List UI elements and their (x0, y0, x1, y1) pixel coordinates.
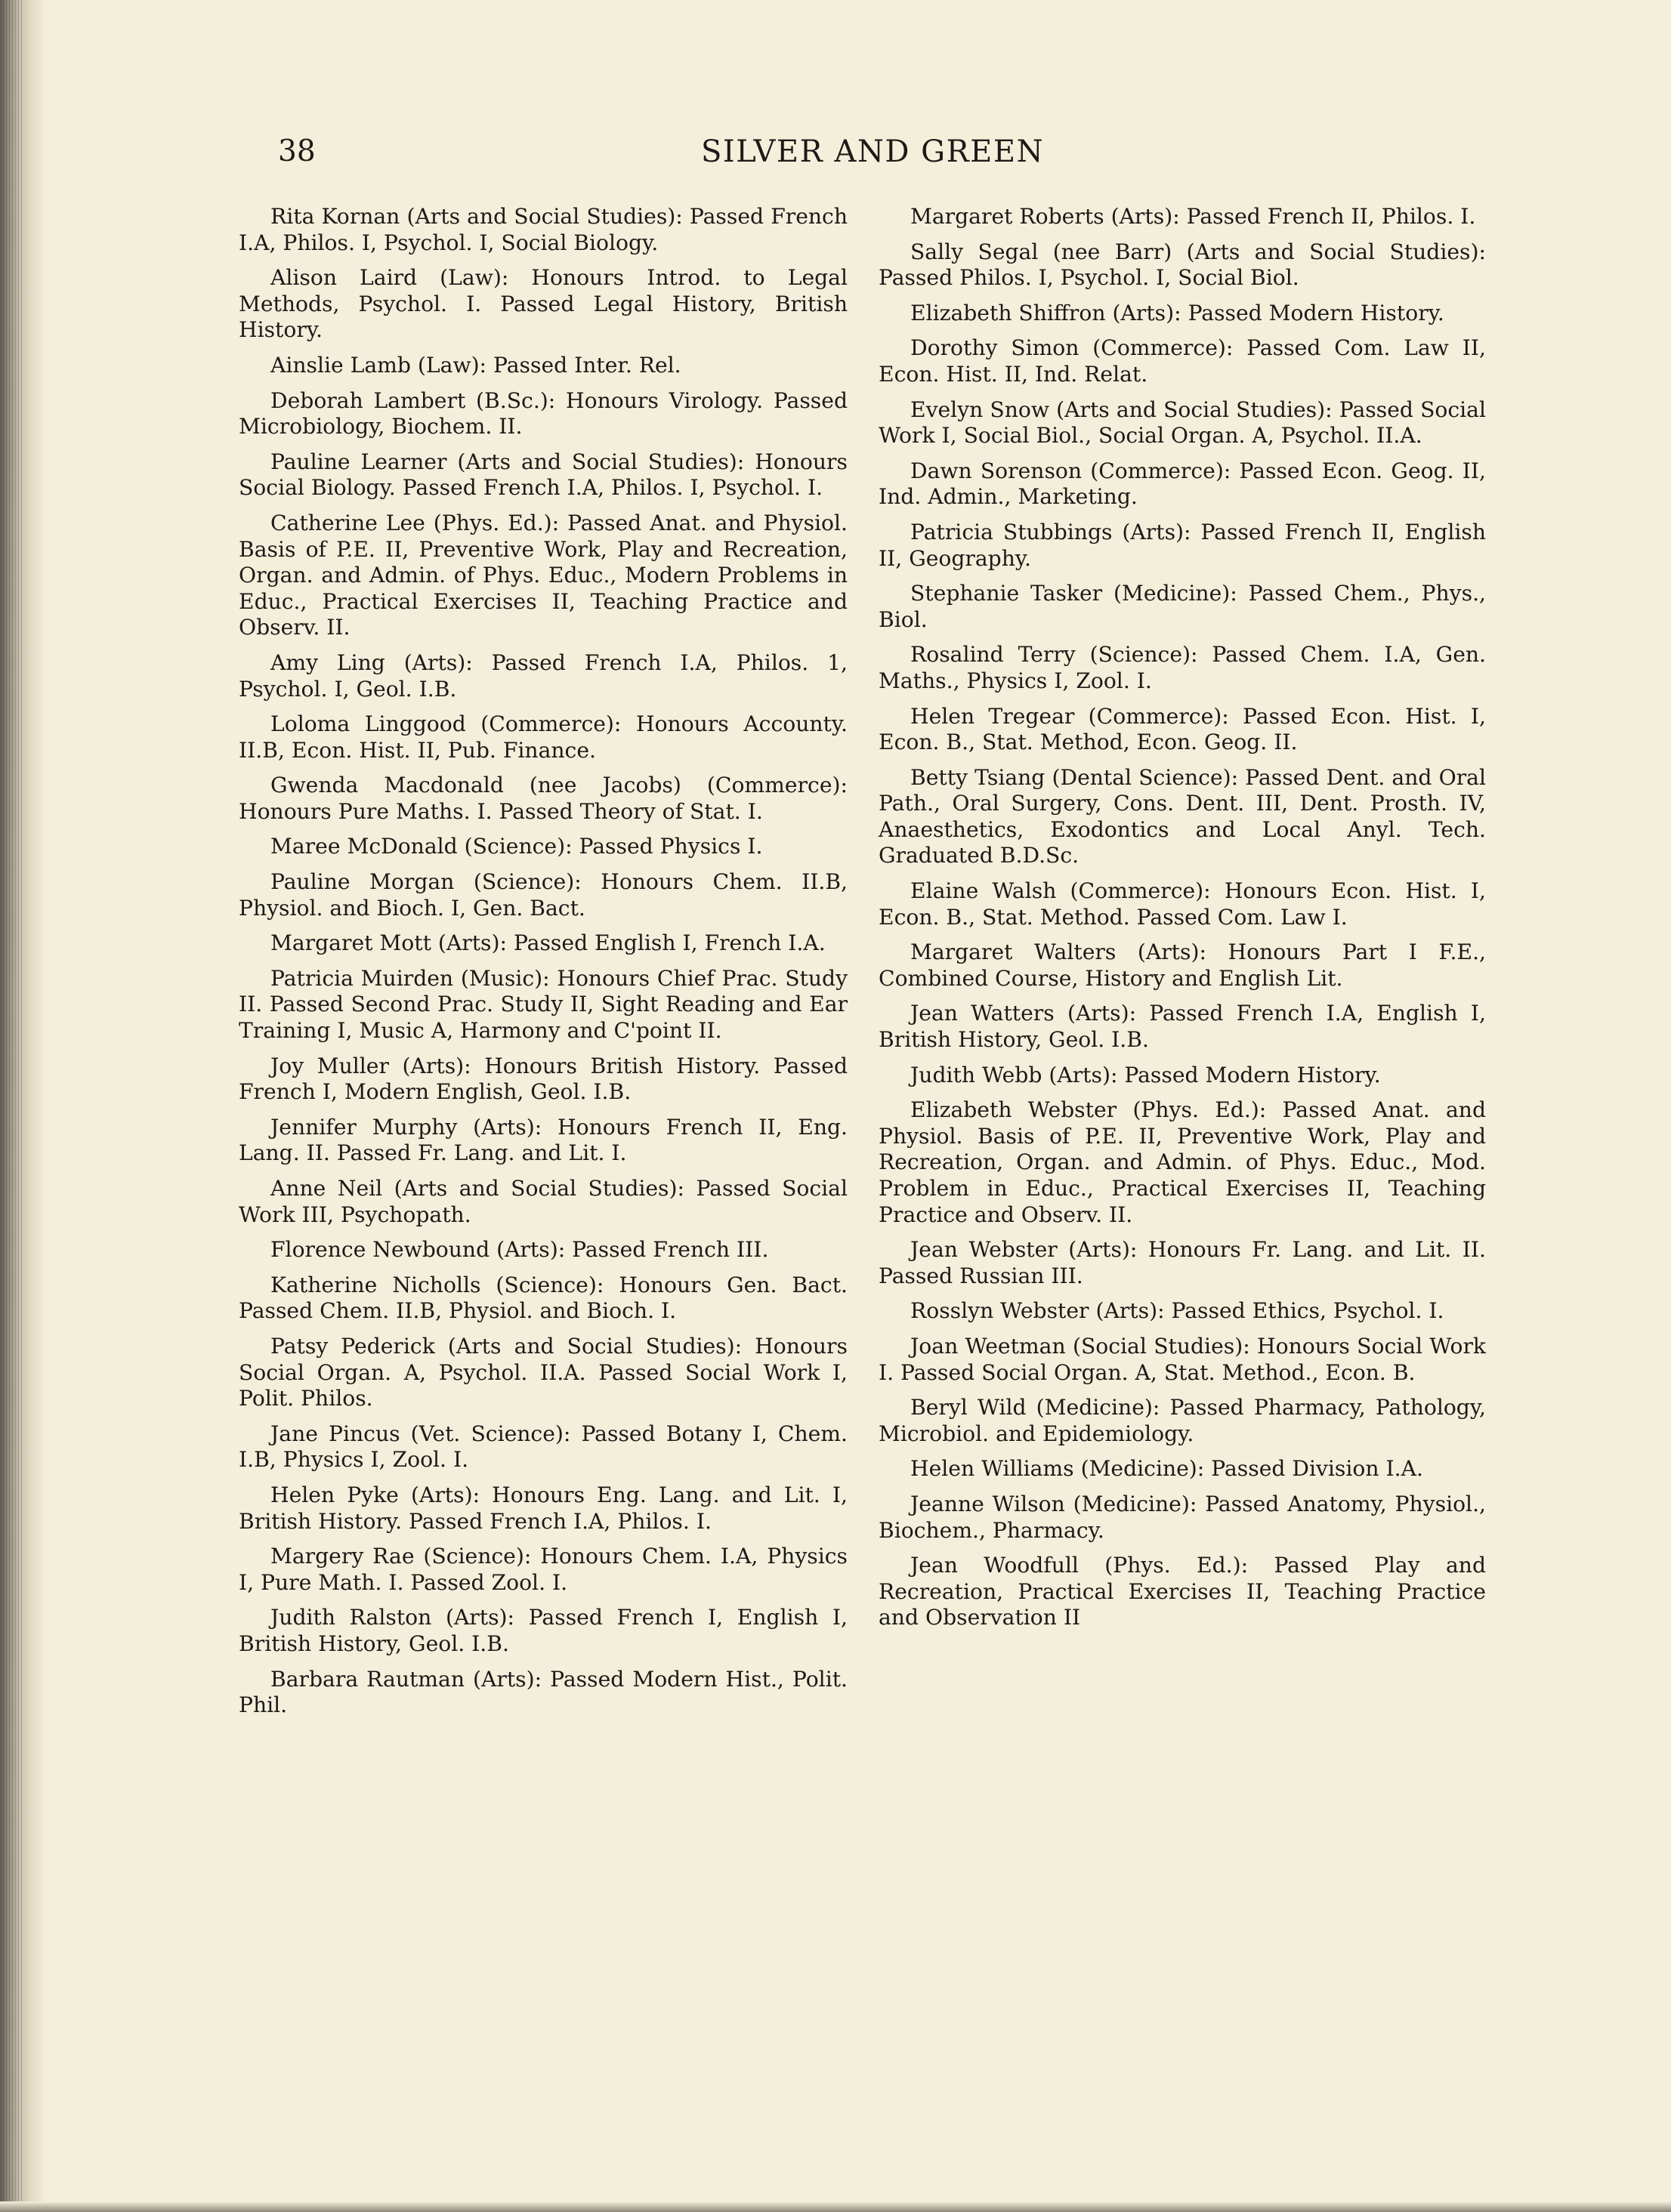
student-entry: Maree McDonald (Science): Passed Physics I. (270, 834, 763, 859)
student-entry: Sally Segal (nee Barr) (Arts and Social Studies): Passed Philos. I, Psychol. I, Social Biol. (879, 239, 1486, 291)
student-entry: Katherine Nicholls (Science): Honours Gen. Bact. Passed Chem. II.B, Physiol. and Bioch. I. (239, 1272, 848, 1324)
student-entry: Margery Rae (Science): Honours Chem. I.A, Physics I, Pure Math. I. Passed Zool. I. (239, 1544, 848, 1595)
student-entry: Elaine Walsh (Commerce): Honours Econ. Hist. I, Econ. B., Stat. Method. Passed Com. Law I. (879, 878, 1486, 930)
student-entry: Gwenda Macdonald (nee Jacobs) (Commerce): Honours Pure Maths. I. Passed Theory of Stat. I. (239, 773, 848, 824)
student-entry: Joy Muller (Arts): Honours British History. Passed French I, Modern English, Geol. I.B. (239, 1053, 848, 1105)
student-entry: Jean Webster (Arts): Honours Fr. Lang. and Lit. II. Passed Russian III. (879, 1237, 1486, 1288)
student-entry: Helen Tregear (Commerce): Passed Econ. Hist. I, Econ. B., Stat. Method, Econ. Geog. II. (879, 703, 1486, 755)
student-entry: Stephanie Tasker (Medicine): Passed Chem., Phys., Biol. (879, 581, 1486, 632)
student-entry: Catherine Lee (Phys. Ed.): Passed Anat. and Physiol. Basis of P.E. II, Preventive Work, Play and Recreation, Organ. and Admin. of Phys. Educ., Modern Problems in Educ., Practical Exercises II, Teaching Practice and Observ. II. (239, 510, 848, 640)
student-entry: Judith Ralston (Arts): Passed French I, English I, British History, Geol. I.B. (239, 1605, 848, 1656)
student-entry: Dawn Sorenson (Commerce): Passed Econ. Geog. II, Ind. Admin., Marketing. (879, 458, 1486, 510)
student-entry: Florence Newbound (Arts): Passed French III. (270, 1237, 769, 1263)
student-entry: Margaret Mott (Arts): Passed English I, French I.A. (270, 930, 826, 956)
student-entry: Ainslie Lamb (Law): Passed Inter. Rel. (270, 352, 681, 378)
student-entry: Pauline Learner (Arts and Social Studies): Honours Social Biology. Passed French I.A, Philos. I, Psychol. I. (239, 449, 848, 501)
bottom-shadow (0, 2201, 1671, 2212)
student-entry: Loloma Linggood (Commerce): Honours Accounty. II.B, Econ. Hist. II, Pub. Finance. (239, 711, 848, 763)
left-column (239, 204, 848, 1728)
student-entry: Dorothy Simon (Commerce): Passed Com. Law II, Econ. Hist. II, Ind. Relat. (879, 335, 1486, 387)
student-entry: Betty Tsiang (Dental Science): Passed Dent. and Oral Path., Oral Surgery, Cons. Dent. III, Dent. Prosth. IV, Anaesthetics, Exodontics and Local Anyl. Tech. Graduated B.D.Sc. (879, 764, 1486, 868)
student-entry: Rita Kornan (Arts and Social Studies): Passed French I.A, Philos. I, Psychol. I, Social Biology. (239, 204, 848, 255)
student-entry: Judith Webb (Arts): Passed Modern History. (910, 1062, 1381, 1087)
student-entry: Amy Ling (Arts): Passed French I.A, Philos. 1, Psychol. I, Geol. I.B. (239, 649, 848, 702)
student-entry: Evelyn Snow (Arts and Social Studies): Passed Social Work I, Social Biol., Social Organ. A, Psychol. II.A. (879, 396, 1486, 449)
page-stack-lines (3, 0, 24, 2212)
student-entry: Rosalind Terry (Science): Passed Chem. I.A, Gen. Maths., Physics I, Zool. I. (879, 642, 1486, 693)
student-entry: Jean Woodfull (Phys. Ed.): Passed Play and Recreation, Practical Exercises II, Teaching Practice and Observation II (879, 1553, 1486, 1630)
student-entry: Jeanne Wilson (Medicine): Passed Anatomy, Physiol., Biochem., Pharmacy. (879, 1491, 1486, 1543)
student-entry: Margaret Walters (Arts): Honours Part I F.E., Combined Course, History and English Lit. (879, 939, 1486, 991)
student-entry: Alison Laird (Law): Honours Introd. to Legal Methods, Psychol. I. Passed Legal History, British History. (239, 265, 848, 343)
student-entry: Anne Neil (Arts and Social Studies): Passed Social Work III, Psychopath. (239, 1176, 848, 1227)
student-entry: Jean Watters (Arts): Passed French I.A, English I, British History, Geol. I.B. (879, 1001, 1486, 1053)
student-entry: Helen Williams (Medicine): Passed Division I.A. (910, 1456, 1423, 1482)
student-entry: Barbara Rautman (Arts): Passed Modern Hist., Polit. Phil. (239, 1666, 848, 1718)
student-entry: Helen Pyke (Arts): Honours Eng. Lang. and Lit. I, British History. Passed French I.A, Philos. I. (239, 1482, 848, 1534)
student-entry: Elizabeth Webster (Phys. Ed.): Passed Anat. and Physiol. Basis of P.E. II, Preventive Work, Play and Recreation, Organ. and Admin. of Phys. Educ., Mod. Problem in Educ., Practical Exercises II, Teaching Practice and Observ. II. (879, 1097, 1486, 1227)
student-entry: Margaret Roberts (Arts): Passed French II, Philos. I. (910, 204, 1476, 229)
book-binding-edge (0, 0, 44, 2212)
student-entry: Pauline Morgan (Science): Honours Chem. II.B, Physiol. and Bioch. I, Gen. Bact. (239, 869, 848, 921)
student-entry: Jennifer Murphy (Arts): Honours French II, Eng. Lang. II. Passed Fr. Lang. and Lit. I. (239, 1114, 848, 1166)
page-number: 38 (278, 134, 316, 168)
student-entry: Patricia Stubbings (Arts): Passed French II, English II, Geography. (879, 519, 1486, 571)
student-entry: Elizabeth Shiffron (Arts): Passed Modern History. (910, 300, 1444, 325)
student-entry: Deborah Lambert (B.Sc.): Honours Virology. Passed Microbiology, Biochem. II. (239, 387, 848, 440)
running-title: SILVER AND GREEN (701, 134, 1045, 169)
student-entry: Joan Weetman (Social Studies): Honours Social Work I. Passed Social Organ. A, Stat. Method., Econ. B. (879, 1333, 1486, 1385)
right-column (879, 204, 1486, 1640)
student-entry: Jane Pincus (Vet. Science): Passed Botany I, Chem. I.B, Physics I, Zool. I. (239, 1421, 848, 1473)
student-entry: Patsy Pederick (Arts and Social Studies): Honours Social Organ. A, Psychol. II.A. Passed Social Work I, Polit. Philos. (239, 1333, 848, 1411)
student-entry: Patricia Muirden (Music): Honours Chief Prac. Study II. Passed Second Prac. Study II, Sight Reading and Ear Training I, Music A, Harmony and C'point II. (239, 965, 848, 1044)
student-entry: Rosslyn Webster (Arts): Passed Ethics, Psychol. I. (910, 1298, 1444, 1324)
student-entry: Beryl Wild (Medicine): Passed Pharmacy, Pathology, Microbiol. and Epidemiology. (879, 1395, 1486, 1446)
page-header (0, 128, 1671, 181)
